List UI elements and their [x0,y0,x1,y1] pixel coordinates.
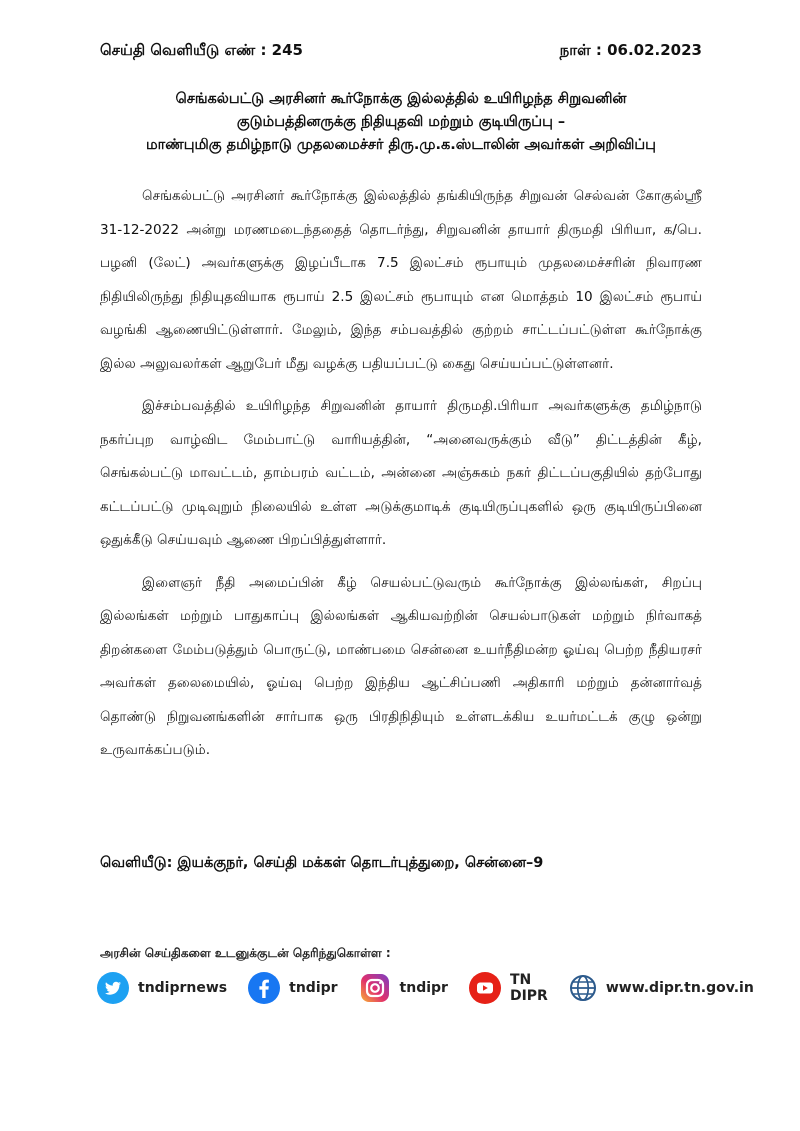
youtube-handle: TN DIPR [509,972,548,1004]
social-instagram[interactable] [358,971,448,1005]
facebook-handle: tndipr [289,980,338,996]
twitter-handle: tndiprnews [138,980,228,996]
globe-icon [568,973,598,1003]
instagram-handle: tndipr [399,980,448,996]
paragraph-1: செங்கல்பட்டு அரசினர் கூர்நோக்கு இல்லத்தில் தங்கியிருந்த சிறுவன் செல்வன் கோகுல்ஸ்ரீ 31-12-2022 அன்று மரணமடைந்ததைத் தொடர்ந்து, சிறுவனின் தாயார் திருமதி பிரியா, க/பெ. பழனி (லேட்) அவர்களுக்கு இழப்பீடாக 7.5 இலட்சம் ரூபாயும் முதலமைச்சரின் நிவாரண நிதியிலிருந்து நிதியுதவியாக ரூபாய் 2.5 இலட்சம் ரூபாயும் என மொத்தம் 10 இலட்சம் ரூபாய் வழங்கி ஆணையிட்டுள்ளார். மேலும், இந்த சம்பவத்தில் குற்றம் சாட்டப்பட்டுள்ள கூர்நோக்கு இல்ல அலுவலர்கள் ஆறுபேர் மீது வழக்கு பதியப்பட்டு கைது செய்யப்பட்டுள்ளனர். [100,188,702,372]
social-website[interactable] [568,973,754,1003]
paragraph-3: இளைஞர் நீதி அமைப்பின் கீழ் செயல்பட்டுவரும் கூர்நோக்கு இல்லங்கள், சிறப்பு இல்லங்கள் மற்றும் பாதுகாப்பு இல்லங்கள் ஆகியவற்றின் செயல்பாடுகள் மற்றும் நிர்வாகத் திறன்களை மேம்படுத்தும் பொருட்டு, மாண்பமை சென்னை உயர்நீதிமன்ற ஓய்வு பெற்ற நீதியரசர் அவர்கள் தலைமையில், ஓய்வு பெற்ற இந்திய ஆட்சிப்பணி அதிகாரி மற்றும் தன்னார்வத் தொண்டு நிறுவனங்களின் சார்பாக ஒரு பிரதிநிதியும் உள்ளடக்கிய உயர்மட்டக் குழு ஒன்று உருவாக்கப்படும். [100,574,702,758]
website-url: www.dipr.tn.gov.in [605,980,754,996]
social-facebook[interactable] [247,971,337,1005]
release-date: நாள் : 06.02.2023 [559,41,702,59]
paragraph-2: இச்சம்பவத்தில் உயிரிழந்த சிறுவனின் தாயார் திருமதி.பிரியா அவர்களுக்கு தமிழ்நாடு நகர்ப்புற வாழ்விட மேம்பாட்டு வாரியத்தின், “அனைவருக்கும் வீடு” திட்டத்தின் கீழ், செங்கல்பட்டு மாவட்டம், தாம்பரம் வட்டம், அன்னை அஞ்சுகம் நகர் திட்டப்பகுதியில் தற்போது கட்டப்பட்டு முடிவுறும் நிலையில் உள்ள அடுக்குமாடிக் குடியிருப்புகளில் ஒரு குடியிருப்பினை ஒதுக்கீடு செய்யவும் ஆணை பிறப்பித்துள்ளார். [100,398,702,548]
twitter-icon [96,971,130,1005]
instagram-icon [358,971,392,1005]
social-youtube[interactable] [468,971,548,1005]
release-number: செய்தி வெளியீடு எண் : 245 [100,41,303,59]
title-line-2: குடும்பத்தினருக்கு நிதியுதவி மற்றும் குடியிருப்பு – [236,114,566,130]
title-line-1: செங்கல்பட்டு அரசினர் கூர்நோக்கு இல்லத்தில் உயிரிழந்த சிறுவனின் [175,91,627,107]
follow-text: அரசின் செய்திகளை உடனுக்குடன் தெரிந்துகொள்ள : [100,946,391,960]
press-body [100,180,702,777]
release-issuer: வெளியீடு: இயக்குநர், செய்தி மக்கள் தொடர்புத்துறை, சென்னை–9 [100,855,544,871]
facebook-icon [247,971,281,1005]
youtube-icon [468,971,502,1005]
header [100,38,702,64]
social-links [96,968,754,1008]
title-line-3: மாண்புமிகு தமிழ்நாடு முதலமைச்சர் திரு.மு.க.ஸ்டாலின் அவர்கள் அறிவிப்பு [146,137,656,153]
social-twitter[interactable] [96,971,227,1005]
page-title [100,88,702,157]
